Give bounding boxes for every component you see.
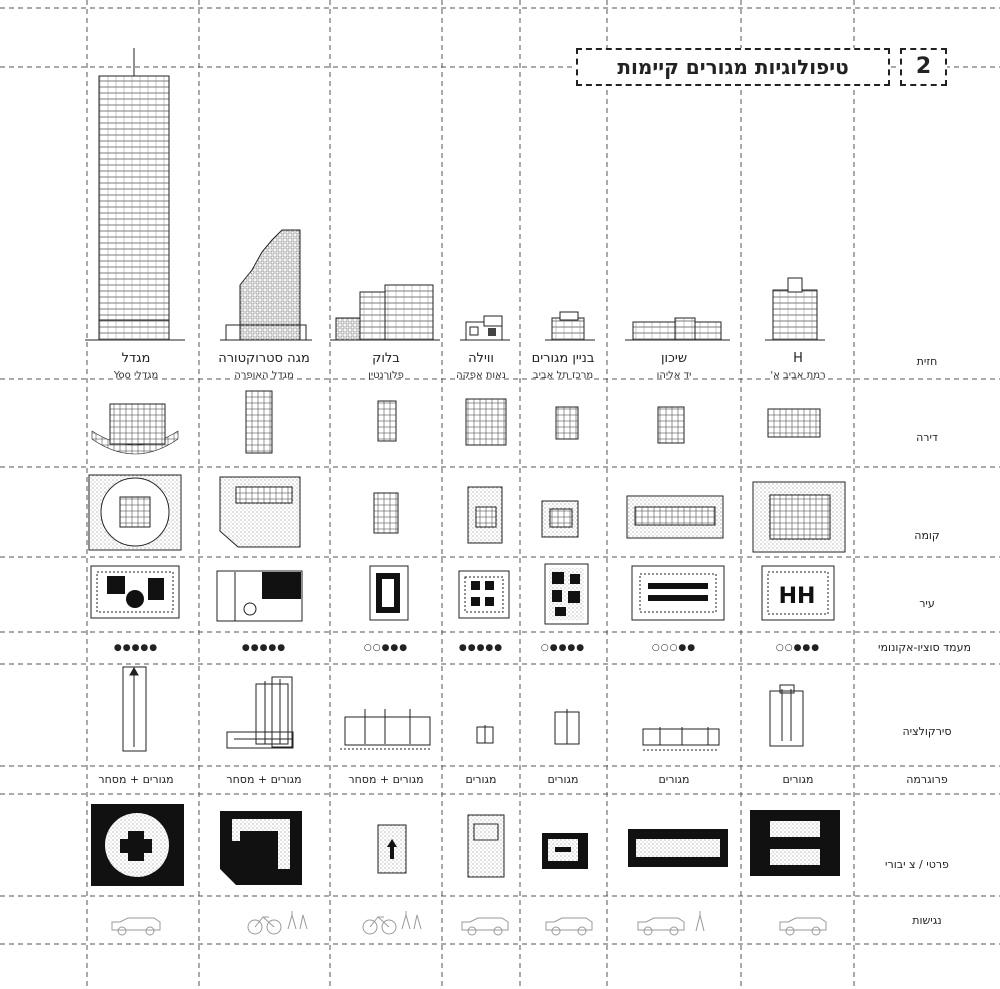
- facade-h: [765, 278, 825, 340]
- row-label-program: פרוגרמה: [906, 773, 948, 786]
- col-place-block: פלורנטין: [368, 370, 404, 381]
- facade-migdal: [85, 48, 185, 340]
- status-dots-villa: ●●●●●: [458, 643, 504, 653]
- section-number: 2: [900, 48, 947, 86]
- program-h: מגורים: [782, 773, 814, 786]
- status-dots-h: ○○●●●: [775, 643, 821, 653]
- svg-text:HH: HH: [778, 584, 816, 609]
- program-villa: מגורים: [465, 773, 497, 786]
- col-name-migdal: מגדל: [121, 351, 151, 366]
- facade-block: [330, 285, 440, 340]
- program-shikun: מגורים: [658, 773, 690, 786]
- row-label-floor: קומה: [914, 529, 940, 542]
- facade-villa: [460, 316, 510, 340]
- status-dots-mega: ●●●●●: [241, 643, 287, 653]
- row-label-public: פרטי / צ יבורי: [885, 858, 949, 871]
- facade-binyan: [545, 312, 595, 340]
- facade-drawings: [0, 40, 860, 350]
- page-title: טיפולוגיות מגורים קיימות: [576, 48, 890, 86]
- facade-shikun: [625, 318, 730, 340]
- col-place-mega: מגדל האופרה: [234, 370, 294, 381]
- apartment-plans: [92, 391, 820, 454]
- col-name-shikun: שיכון: [660, 351, 688, 366]
- facade-mega: [220, 230, 312, 340]
- row-label-apartment: דירה: [916, 431, 938, 444]
- row-label-circulation: סירקולציה: [902, 725, 952, 738]
- program-migdal: מגורים + מסחר: [98, 773, 174, 786]
- col-name-binyan: בניין מגורים: [531, 351, 595, 366]
- row-label-status: מעמד סוציו-אקונומי: [878, 641, 971, 654]
- col-place-shikun: יד אליהו: [656, 370, 692, 381]
- status-dots-block: ○○●●●: [363, 643, 409, 653]
- access-icons: [112, 911, 826, 935]
- col-name-mega: מגה סטרוקטורה: [218, 351, 310, 366]
- row-label-city: עיר: [919, 597, 935, 610]
- floor-plans: [89, 475, 845, 552]
- col-name-villa: ווילה: [468, 351, 494, 366]
- col-place-binyan: מרכז תל אביב: [532, 370, 594, 381]
- col-place-migdal: מגדלי Yoo: [113, 370, 159, 381]
- circulation-diagrams: [123, 667, 803, 751]
- col-name-h: H: [793, 351, 803, 366]
- program-binyan: מגורים: [547, 773, 579, 786]
- program-mega: מגורים + מסחר: [226, 773, 302, 786]
- status-dots-migdal: ●●●●●: [113, 643, 159, 653]
- row-label-facade: חזית: [916, 355, 938, 368]
- col-place-h: רמת אביב א': [770, 370, 826, 381]
- status-dots-binyan: ○●●●●: [540, 643, 586, 653]
- col-place-villa: נאות אפקה: [456, 370, 506, 381]
- plan-drawings: [0, 379, 860, 949]
- program-block: מגורים + מסחר: [348, 773, 424, 786]
- row-label-access: נגישות: [912, 914, 942, 927]
- col-name-block: בלוק: [372, 351, 400, 366]
- public-private-diagrams: [91, 804, 840, 886]
- status-dots-shikun: ○○○●●: [651, 643, 697, 653]
- city-plans: [91, 564, 834, 624]
